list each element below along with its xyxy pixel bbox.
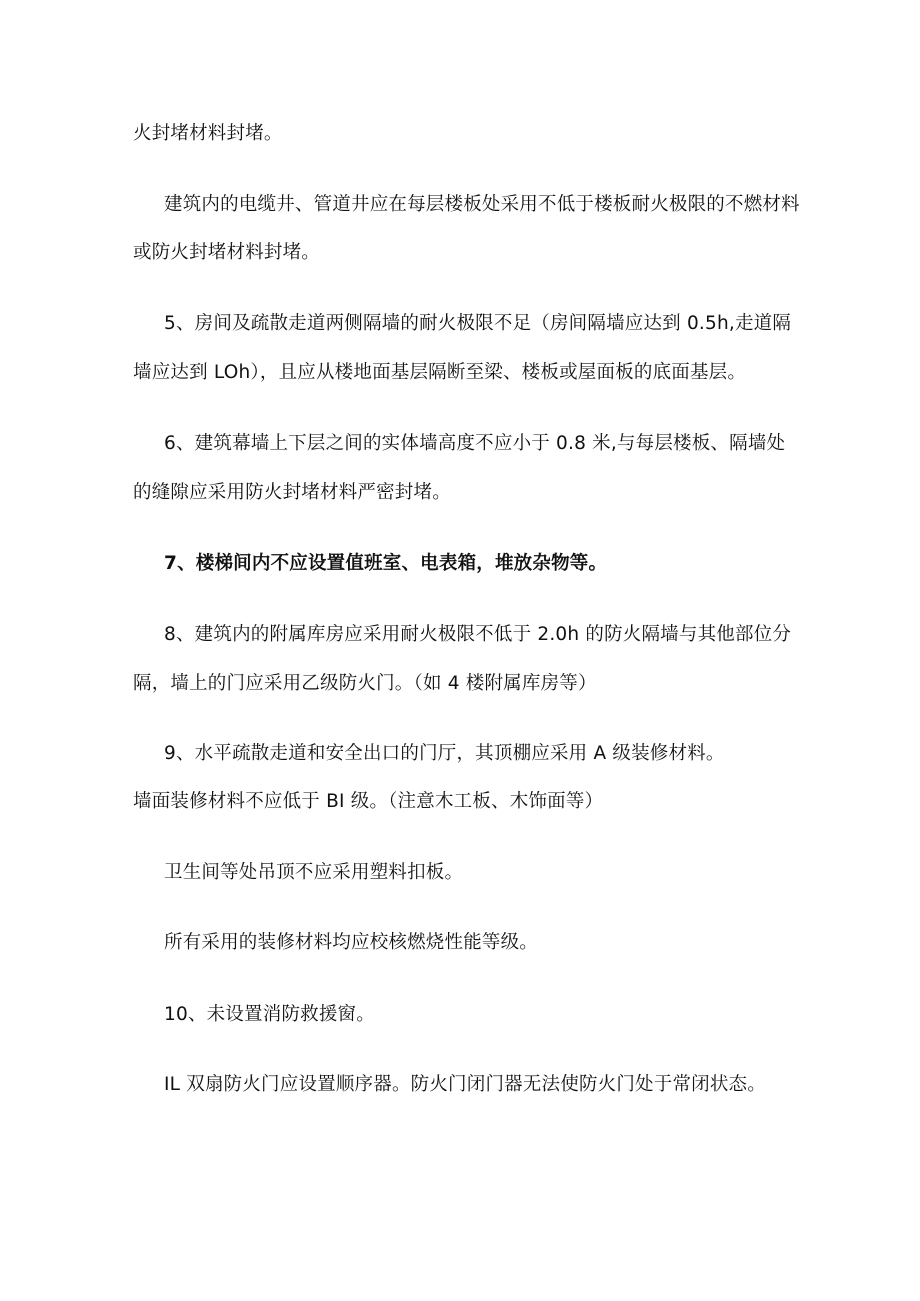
paragraph-line: 5、房间及疏散走道两侧隔墙的耐火极限不足（房间隔墙应达到 0.5h,走道隔 [164, 313, 792, 334]
paragraph-line: 墙应达到 LOh），且应从楼地面基层隔断至梁、楼板或屋面板的底面基层。 [133, 362, 747, 383]
paragraph-line: 隔，墙上的门应采用乙级防火门。（如 4 楼附属库房等） [133, 673, 597, 694]
paragraph-line: 卫生间等处吊顶不应采用塑料扣板。 [164, 862, 464, 883]
paragraph-line-bold: 7、楼梯间内不应设置值班室、电表箱，堆放杂物等。 [164, 553, 608, 574]
paragraph-line: 墙面装修材料不应低于 BI 级。（注意木工板、木饰面等） [133, 791, 604, 812]
paragraph-line: 或防火封堵材料封堵。 [133, 242, 321, 263]
paragraph-line: 10、未设置消防救援窗。 [164, 1004, 375, 1025]
paragraph-line: 8、建筑内的附属库房应采用耐火极限不低于 2.0h 的防火隔墙与其他部位分 [164, 624, 792, 645]
paragraph-line: 建筑内的电缆井、管道井应在每层楼板处采用不低于楼板耐火极限的不燃材料 [164, 194, 800, 215]
paragraph-line: 6、建筑幕墙上下层之间的实体墙高度不应小于 0.8 米,与每层楼板、隔墙处 [164, 433, 786, 454]
paragraph-line: IL 双扇防火门应设置顺序器。防火门闭门器无法使防火门处于常闭状态。 [164, 1074, 766, 1095]
paragraph-line: 的缝隙应采用防火封堵材料严密封堵。 [133, 482, 451, 503]
paragraph-line: 所有采用的装修材料均应校核燃烧性能等级。 [164, 932, 539, 953]
paragraph-line: 9、水平疏散走道和安全出口的门厅，其顶棚应采用 A 级装修材料。 [164, 743, 725, 764]
paragraph-line: 火封堵材料封堵。 [133, 123, 283, 144]
